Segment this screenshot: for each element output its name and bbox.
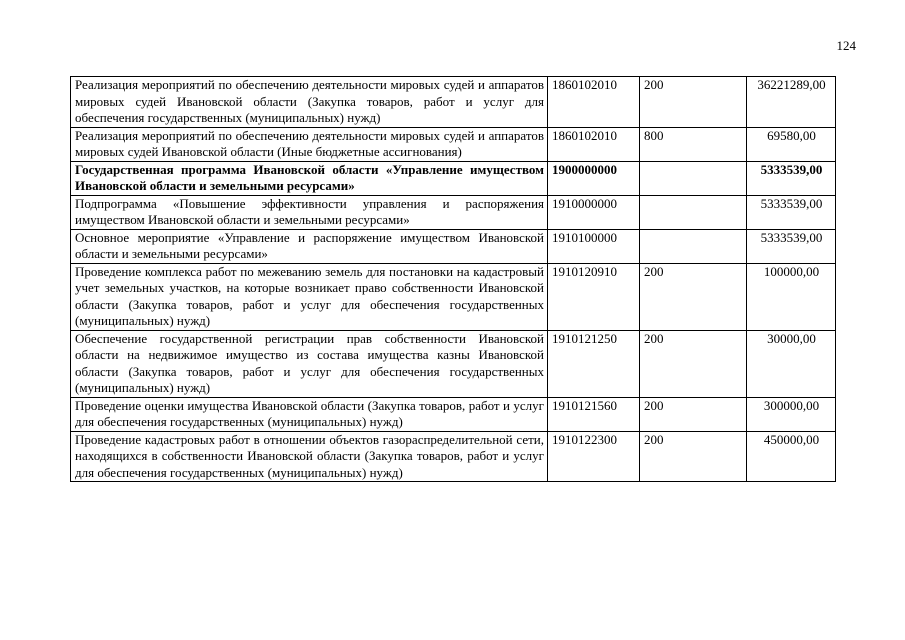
table-row (71, 195, 836, 229)
table-row (71, 431, 836, 482)
table-row (71, 77, 836, 128)
row-amount-cell: 100000,00 (747, 263, 836, 330)
row-amount-cell: 36221289,00 (747, 77, 836, 128)
row-amount-cell: 5333539,00 (747, 161, 836, 195)
row-amount-cell: 69580,00 (747, 127, 836, 161)
row-type-cell (640, 229, 747, 263)
row-name-cell: Проведение комплекса работ по межеванию земель для постановки на кадастровый учет земельных участков, на которые возникает право собственности Ивановской области (Закупка товаров, работ и услуг для обеспечения государственных (муниципальных) нужд) (71, 263, 548, 330)
row-name-cell: Проведение оценки имущества Ивановской области (Закупка товаров, работ и услуг для обеспечения государственных (муниципальных) нужд) (71, 397, 548, 431)
row-name-cell: Обеспечение государственной регистрации прав собственности Ивановской области на недвижимое имущество из состава имущества казны Ивановской области (Закупка товаров, работ и услуг для обеспечения государственных (муниципальных) нужд) (71, 330, 548, 397)
row-code-cell: 1910120910 (548, 263, 640, 330)
table-row (71, 127, 836, 161)
page-number: 124 (836, 38, 856, 53)
row-type-cell: 200 (640, 330, 747, 397)
row-name-cell: Подпрограмма «Повышение эффективности управления и распоряжения имуществом Ивановской области и земельными ресурсами» (71, 195, 548, 229)
row-code-cell: 1910122300 (548, 431, 640, 482)
row-name-cell: Реализация мероприятий по обеспечению деятельности мировых судей и аппаратов мировых судей Ивановской области (Закупка товаров, работ и услуг для обеспечения государственных (муниципальных) нужд) (71, 77, 548, 128)
row-code-cell: 1900000000 (548, 161, 640, 195)
table-row (71, 263, 836, 330)
row-amount-cell: 30000,00 (747, 330, 836, 397)
row-name-cell: Реализация мероприятий по обеспечению деятельности мировых судей и аппаратов мировых судей Ивановской области (Иные бюджетные ассигнования) (71, 127, 548, 161)
table-row (71, 330, 836, 397)
row-type-cell: 800 (640, 127, 747, 161)
row-code-cell: 1910000000 (548, 195, 640, 229)
row-code-cell: 1860102010 (548, 77, 640, 128)
row-type-cell: 200 (640, 263, 747, 330)
table-row (71, 229, 836, 263)
budget-table (70, 76, 836, 482)
row-type-cell: 200 (640, 431, 747, 482)
row-type-cell (640, 195, 747, 229)
row-code-cell: 1910100000 (548, 229, 640, 263)
row-type-cell: 200 (640, 397, 747, 431)
row-name-cell: Проведение кадастровых работ в отношении объектов газораспределительной сети, находящихся в собственности Ивановской области (Закупка товаров, работ и услуг для обеспечения государственных (муниципальных) нужд) (71, 431, 548, 482)
row-type-cell: 200 (640, 77, 747, 128)
row-amount-cell: 300000,00 (747, 397, 836, 431)
row-type-cell (640, 161, 747, 195)
row-amount-cell: 450000,00 (747, 431, 836, 482)
table-row-program (71, 161, 836, 195)
row-amount-cell: 5333539,00 (747, 229, 836, 263)
row-name-cell: Государственная программа Ивановской области «Управление имуществом Ивановской области и земельными ресурсами» (71, 161, 548, 195)
row-code-cell: 1860102010 (548, 127, 640, 161)
row-name-cell: Основное мероприятие «Управление и распоряжение имуществом Ивановской области и земельными ресурсами» (71, 229, 548, 263)
row-code-cell: 1910121560 (548, 397, 640, 431)
row-code-cell: 1910121250 (548, 330, 640, 397)
table-row (71, 397, 836, 431)
row-amount-cell: 5333539,00 (747, 195, 836, 229)
